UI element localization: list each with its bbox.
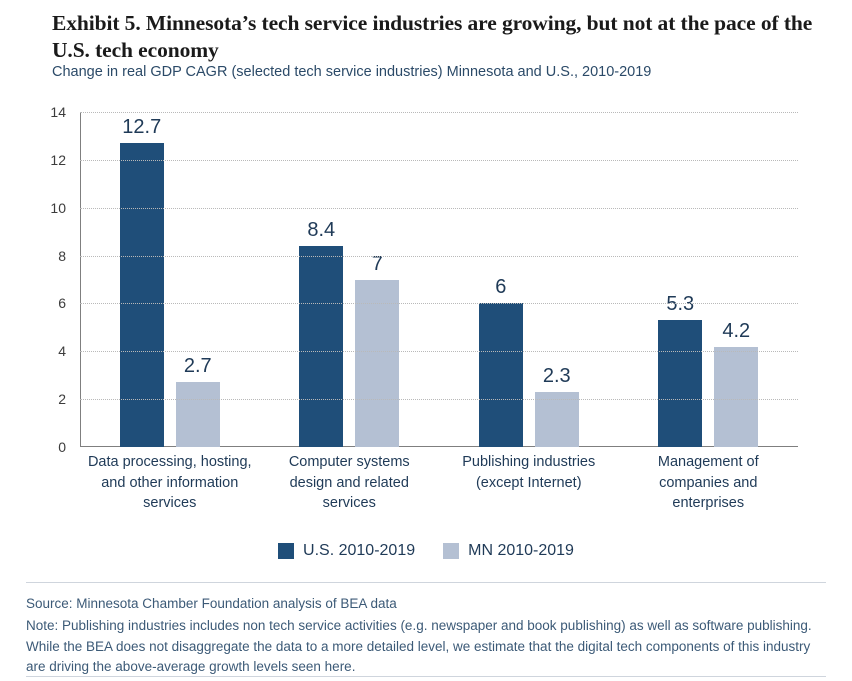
x-axis-label-line: Publishing industries: [462, 454, 596, 470]
bar-value-label: 2.7: [183, 355, 212, 378]
legend-item[interactable]: [443, 542, 574, 560]
y-axis-tick-label: 14: [50, 104, 66, 120]
plot-area: [80, 112, 798, 447]
y-axis-tick-label: 4: [58, 343, 66, 360]
gridline: [80, 303, 798, 304]
bar-value-label: 7: [371, 252, 383, 275]
legend-swatch-icon: [278, 543, 294, 559]
bar[interactable]: [120, 143, 164, 447]
y-axis-tick-label: 2: [58, 391, 66, 408]
x-axis-label-line: companies and: [659, 474, 758, 491]
bar-wrapper: [714, 112, 758, 447]
bar-group: [619, 112, 799, 447]
bars: [619, 112, 799, 447]
x-axis-label-line: Management of: [657, 454, 759, 470]
bar-wrapper: [120, 112, 164, 447]
page-title: Exhibit 5. Minnesota’s tech service industries are growing, but not at the pace of the U.S. tech economy: [52, 11, 813, 62]
bars: [439, 112, 619, 447]
y-axis-tick-label: 6: [58, 295, 66, 312]
legend-label: U.S. 2010-2019: [303, 542, 416, 559]
footer-divider-top: [26, 582, 826, 583]
x-axis-label-line: Computer systems: [288, 454, 410, 470]
y-axis-tick-label: 8: [58, 247, 66, 264]
note-text: Note: Publishing industries includes non tech service activities (e.g. newspaper and book publishing) as well as software publishing. While the BEA does not disaggregate the data to a more detailed level, we estimate that the digital tech components of this industry are driving the above-average growth levels seen here.: [26, 618, 812, 674]
bar-group: [439, 112, 619, 447]
x-axis-label-line: services: [143, 495, 197, 511]
bar-value-label: 8.4: [307, 219, 336, 241]
bar[interactable]: [714, 347, 758, 448]
bar-wrapper: [176, 112, 220, 447]
bar-wrapper: [535, 112, 579, 447]
bar-value-label: 5.3: [666, 293, 695, 316]
y-axis-tick-label: 10: [50, 199, 66, 216]
x-axis-labels: [80, 452, 798, 514]
bar-value-label: 6: [495, 276, 507, 299]
y-axis-tick-label: 12: [50, 151, 66, 168]
bar[interactable]: [535, 392, 579, 447]
x-axis-category-label: [260, 452, 440, 514]
y-axis-tick-label: 0: [58, 439, 66, 455]
legend-item[interactable]: [278, 542, 415, 560]
x-axis-label-line: enterprises: [672, 495, 745, 511]
legend-swatch-icon: [443, 543, 459, 559]
x-axis-label-line: Data processing, hosting,: [87, 454, 252, 470]
gridline: [80, 160, 798, 161]
footer-divider-bottom: [26, 676, 826, 677]
bar-wrapper: [658, 112, 702, 447]
legend-label: MN 2010-2019: [468, 542, 574, 559]
bar-value-label: 4.2: [722, 319, 751, 342]
bar-group: [260, 112, 440, 447]
bar-value-label: 2.3: [542, 364, 571, 387]
x-axis-category-label: [80, 452, 260, 514]
x-axis-category-label: [439, 452, 619, 514]
bar-group: [80, 112, 260, 447]
bar-value-label: 12.7: [122, 116, 162, 139]
bar-groups: [80, 112, 798, 447]
gridline: [80, 351, 798, 352]
gridline: [80, 256, 798, 257]
bar[interactable]: [299, 246, 343, 447]
bar[interactable]: [176, 382, 220, 447]
chart-legend: [0, 542, 852, 560]
x-axis-label-line: services: [322, 495, 376, 511]
gridline: [80, 112, 798, 113]
gridline: [80, 208, 798, 209]
bar-wrapper: [479, 112, 523, 447]
bars: [80, 112, 260, 447]
gridline: [80, 399, 798, 400]
x-axis-label-line: and other information: [101, 474, 239, 491]
bars: [260, 112, 440, 447]
chart-subtitle: Change in real GDP CAGR (selected tech service industries) Minnesota and U.S., 2010-2019: [52, 64, 652, 80]
x-axis-label-line: design and related: [289, 474, 409, 491]
x-axis-label-line: (except Internet): [475, 474, 582, 491]
bar[interactable]: [355, 280, 399, 448]
source-text: Source: Minnesota Chamber Foundation analysis of BEA data: [26, 596, 397, 611]
bar-wrapper: [355, 112, 399, 447]
y-axis-labels: [0, 104, 72, 455]
x-axis-category-label: [619, 452, 799, 514]
bar-wrapper: [299, 112, 343, 447]
